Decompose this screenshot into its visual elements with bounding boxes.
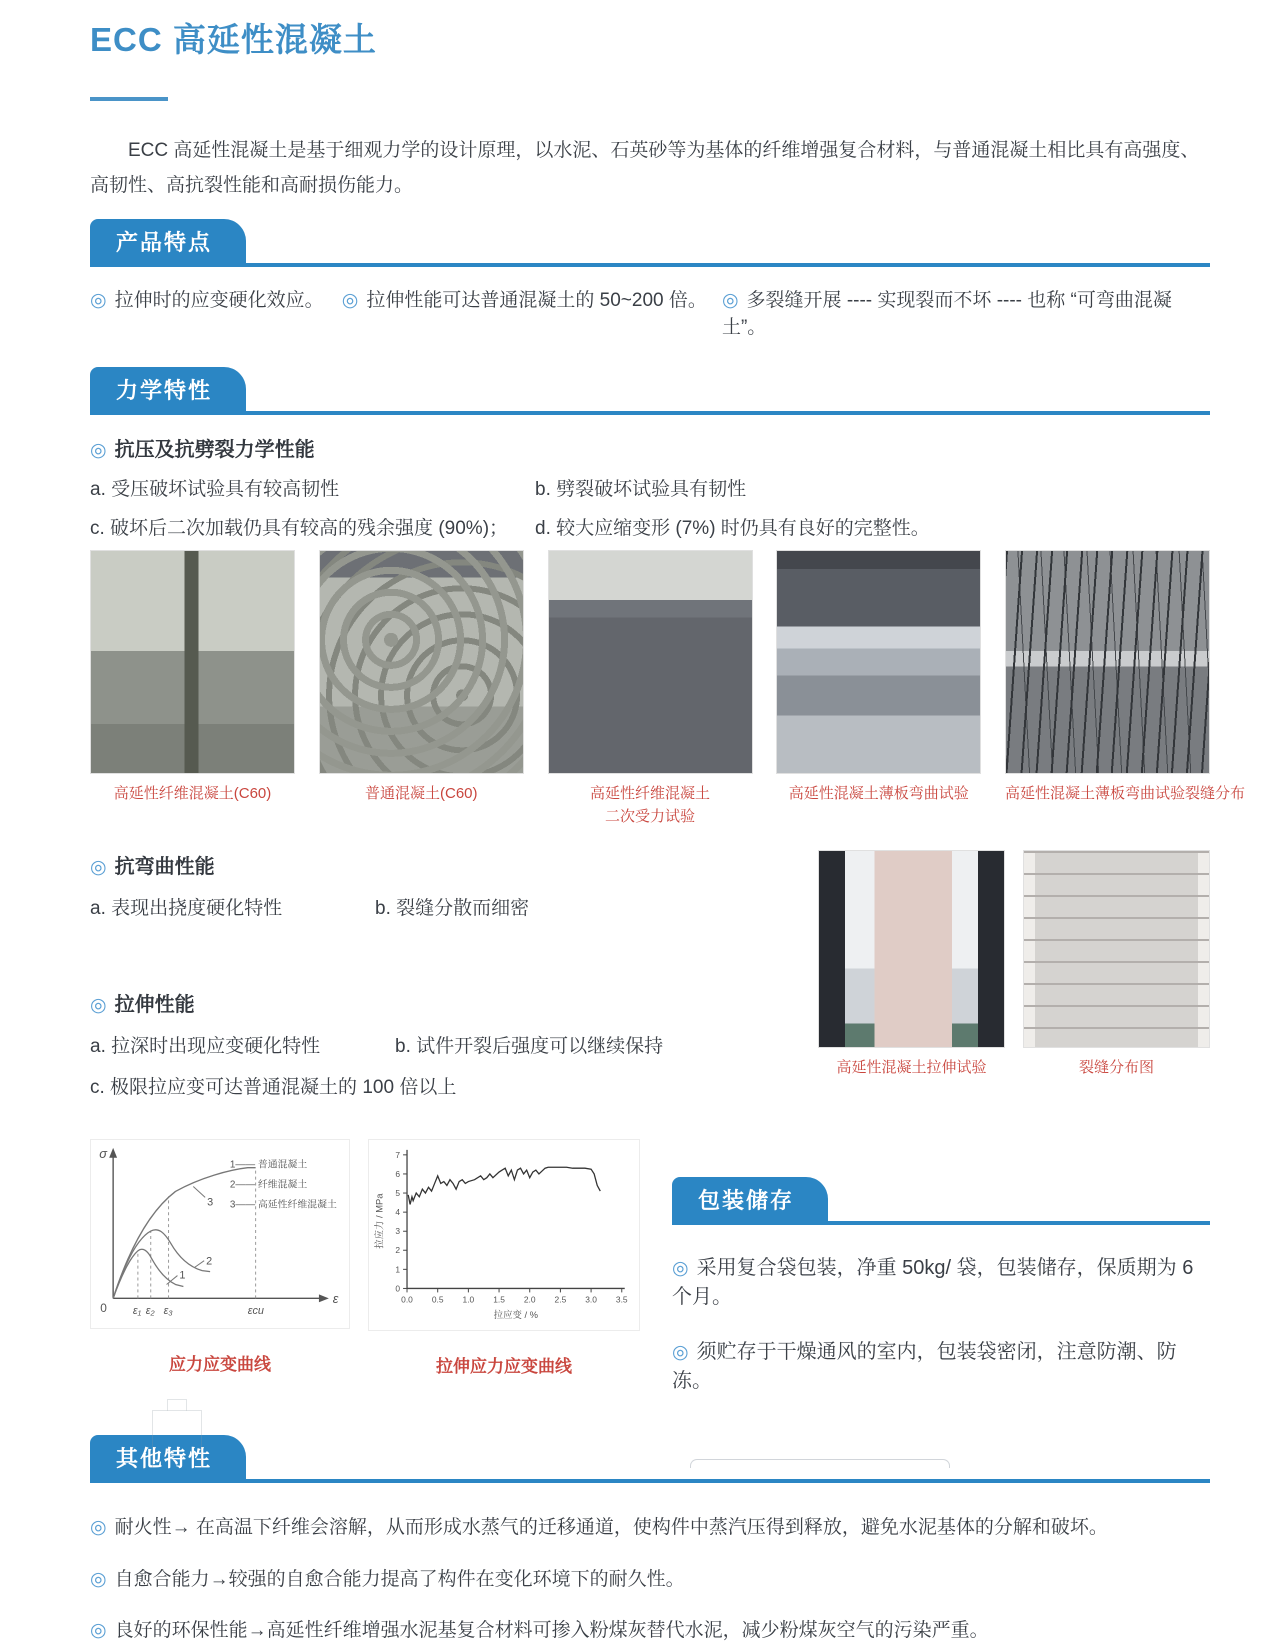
packaging-badge: 包装储存	[672, 1177, 828, 1221]
eps1-label: ε₁	[132, 1305, 142, 1318]
charts-column	[90, 1139, 640, 1393]
tensile-curve	[408, 1167, 600, 1204]
feature-text: 多裂缝开展 ---- 实现裂而不坏 ---- 也称 “可弯曲混凝土”。	[721, 290, 1172, 339]
other-text: 良好的环保性能→高延性纤维增强水泥基复合材料可掺入粉煤灰替代水泥，减少粉煤灰空气的污染严重。	[114, 1620, 989, 1642]
faint-watermark-outline	[152, 1410, 202, 1468]
mid-section	[90, 850, 1210, 1099]
tension-items-row-2	[90, 1072, 790, 1099]
photo-caption: 高延性混凝土薄板弯曲试验裂缝分布	[1005, 785, 1246, 803]
chart-caption: 应力应变曲线	[169, 1355, 271, 1375]
bending-item-a: a. 表现出挠度硬化特性	[90, 898, 283, 920]
photo-caption: 高延性纤维混凝土(C60)	[113, 785, 272, 803]
feature-item	[722, 285, 1210, 339]
legend-entry-3: 3—— 高延性纤维混凝土	[229, 1199, 337, 1211]
ring-bullet-icon: ◎	[721, 290, 739, 312]
compression-row-1	[90, 474, 1210, 501]
photo-caption: 高延性混凝土薄板弯曲试验	[788, 785, 969, 803]
compression-item-d: d. 较大应缩变形 (7%) 时仍具有良好的完整性。	[535, 518, 930, 540]
bending-subhead	[90, 850, 790, 879]
packaging-item	[672, 1251, 1210, 1309]
figure-tensile-test	[818, 850, 1005, 1099]
ytick: 3	[395, 1226, 401, 1237]
compression-title: 抗压及抗劈裂力学性能	[114, 439, 315, 462]
curve-label-1: 1	[179, 1269, 186, 1282]
photo-caption	[548, 783, 753, 828]
stress-strain-schematic-chart	[90, 1139, 350, 1329]
packaging-section	[672, 1177, 1210, 1393]
figure-secondary-load	[548, 550, 753, 828]
x-axis-epsilon-label: ε	[332, 1291, 339, 1307]
y-axis-label: 拉应力 / MPa	[373, 1193, 385, 1250]
ring-bullet-icon: ◎	[90, 1517, 107, 1539]
eps2-label: ε₂	[145, 1305, 155, 1318]
xtick: 2.5	[554, 1294, 567, 1305]
photo-caption: 普通混凝土(C60)	[364, 785, 478, 803]
photo-bending-crack-distribution	[1005, 550, 1210, 774]
compression-item-b: b. 劈裂破坏试验具有韧性	[535, 479, 747, 501]
bending-items	[90, 893, 790, 920]
photo-tensile-test-machine	[818, 850, 1005, 1048]
xtick: 1.5	[493, 1294, 505, 1305]
feature-text: 拉伸性能可达普通混凝土的 50~200 倍。	[366, 290, 707, 312]
packaging-text: 须贮存于干燥通风的室内，包装袋密闭，注意防潮、防冻。	[672, 1341, 1177, 1393]
features-badge: 产品特点	[90, 219, 246, 263]
compression-subhead	[90, 433, 1210, 462]
page-title: ECC 高延性混凝土	[90, 21, 377, 58]
chart-caption: 拉伸应力应变曲线	[436, 1357, 572, 1377]
figure-crack-map	[1023, 850, 1210, 1099]
other-section	[90, 1435, 1210, 1646]
ring-bullet-icon: ◎	[90, 1568, 107, 1590]
y-axis-sigma-label: σ	[99, 1146, 108, 1162]
photo-caption: 高延性混凝土拉伸试验	[836, 1059, 987, 1077]
xtick: 1.0	[462, 1294, 475, 1305]
photo-secondary-load-test	[548, 550, 753, 774]
photo-crack-distribution	[1023, 850, 1210, 1048]
faint-bottom-edge-outline	[690, 1459, 950, 1468]
curve-label-2: 2	[206, 1255, 213, 1268]
mechanics-badge: 力学特性	[90, 367, 246, 411]
xtick: 3.5	[615, 1294, 628, 1305]
features-bullets	[90, 285, 1210, 339]
mid-photo-column	[818, 850, 1210, 1099]
ring-bullet-icon: ◎	[672, 1342, 689, 1364]
bending-item-b: b. 裂缝分散而细密	[375, 898, 530, 920]
tension-subhead	[90, 988, 790, 1017]
legend-entry-1: 1—— 普通混凝土	[229, 1159, 308, 1171]
compression-row-2	[90, 513, 1210, 540]
xtick: 0.5	[431, 1294, 444, 1305]
faint-watermark-neck	[167, 1399, 187, 1411]
ring-bullet-icon: ◎	[90, 440, 107, 462]
tensile-stress-strain-chart	[368, 1139, 640, 1331]
ytick: 5	[395, 1188, 401, 1199]
ring-bullet-icon: ◎	[672, 1258, 689, 1280]
ytick: 7	[395, 1150, 401, 1161]
section-header-packaging	[672, 1177, 1210, 1225]
xtick: 2.0	[523, 1294, 536, 1305]
figure-tensile-stress-strain	[368, 1139, 640, 1393]
ring-bullet-icon: ◎	[90, 857, 107, 879]
compression-item-a: a. 受压破坏试验具有较高韧性	[90, 479, 340, 501]
origin-label: 0	[100, 1301, 107, 1316]
tension-item-c: c. 极限拉应变可达普通混凝土的 100 倍以上	[90, 1077, 457, 1099]
packaging-item	[672, 1335, 1210, 1393]
feature-item	[342, 285, 722, 339]
ytick: 6	[395, 1169, 401, 1180]
eps3-label: ε₃	[163, 1305, 173, 1318]
figure-ductile-c60	[90, 550, 295, 828]
ytick: 2	[395, 1245, 401, 1256]
mid-text-column	[90, 850, 790, 1099]
ytick: 4	[395, 1207, 401, 1218]
title-underline	[90, 97, 168, 101]
photo-caption: 裂缝分布图	[1078, 1059, 1154, 1077]
photo-thin-plate-bending-test	[776, 550, 981, 774]
legend-entry-2: 2—— 纤维混凝土	[229, 1179, 308, 1191]
ring-bullet-icon: ◎	[341, 290, 359, 312]
feature-item	[90, 285, 342, 339]
ytick: 1	[395, 1264, 401, 1275]
figure-plate-bending	[776, 550, 981, 828]
epscu-label: εcu	[247, 1305, 264, 1318]
tension-items-row-1	[90, 1031, 790, 1058]
ytick: 0	[395, 1283, 401, 1294]
intro-paragraph: ECC 高延性混凝土是基于细观力学的设计原理，以水泥、石英砂等为基体的纤维增强复合材料，与普通混凝土相比具有高强度、高韧性、高抗裂性能和高耐损伤能力。	[90, 140, 1200, 197]
figure-bending-cracks	[1005, 550, 1246, 828]
ring-bullet-icon: ◎	[90, 995, 107, 1017]
other-item	[90, 1616, 1210, 1646]
document-page	[0, 14, 1279, 1646]
ring-bullet-icon: ◎	[90, 1620, 107, 1642]
x-axis-label: 拉应变 / %	[493, 1309, 539, 1321]
xtick: 0.0	[401, 1294, 413, 1305]
curve-normal-concrete	[113, 1250, 186, 1299]
section-header-features	[90, 219, 1210, 267]
caption-line-2: 二次受力试验	[604, 807, 695, 825]
xtick: 3.0	[585, 1294, 597, 1305]
tension-item-b: b. 试件开裂后强度可以继续保持	[395, 1036, 664, 1058]
tension-item-a: a. 拉深时出现应变硬化特性	[90, 1036, 321, 1058]
ring-bullet-icon: ◎	[90, 290, 107, 312]
other-text: 自愈合能力→较强的自愈合能力提高了构件在变化环境下的耐久性。	[114, 1568, 685, 1590]
feature-text: 拉伸时的应变硬化效应。	[114, 290, 324, 312]
specimen-photo-row	[90, 550, 1246, 828]
tension-title: 拉伸性能	[114, 994, 195, 1017]
photo-ductile-fiber-concrete	[90, 550, 295, 774]
figure-stress-strain-schematic	[90, 1139, 350, 1393]
photo-normal-concrete	[319, 550, 524, 774]
charts-and-packaging	[90, 1139, 1210, 1393]
section-header-other	[90, 1435, 1210, 1483]
packaging-text: 采用复合袋包装，净重 50kg/ 袋，包装储存，保质期为 6 个月。	[672, 1257, 1194, 1309]
other-text: 耐火性→ 在高温下纤维会溶解，从而形成水蒸气的迁移通道，使构件中蒸汽压得到释放，避免水泥基体的分解和破坏。	[114, 1517, 1108, 1539]
other-badge: 其他特性	[90, 1435, 246, 1479]
curve-label-3: 3	[207, 1196, 214, 1209]
other-item	[90, 1513, 1210, 1543]
caption-line-1: 高延性纤维混凝土	[589, 785, 710, 803]
section-header-mechanics	[90, 367, 1210, 415]
compression-item-c: c. 破坏后二次加载仍具有较高的残余强度 (90%)；	[90, 518, 509, 540]
figure-normal-c60	[319, 550, 524, 828]
other-item	[90, 1565, 1210, 1595]
bending-title: 抗弯曲性能	[114, 856, 215, 879]
